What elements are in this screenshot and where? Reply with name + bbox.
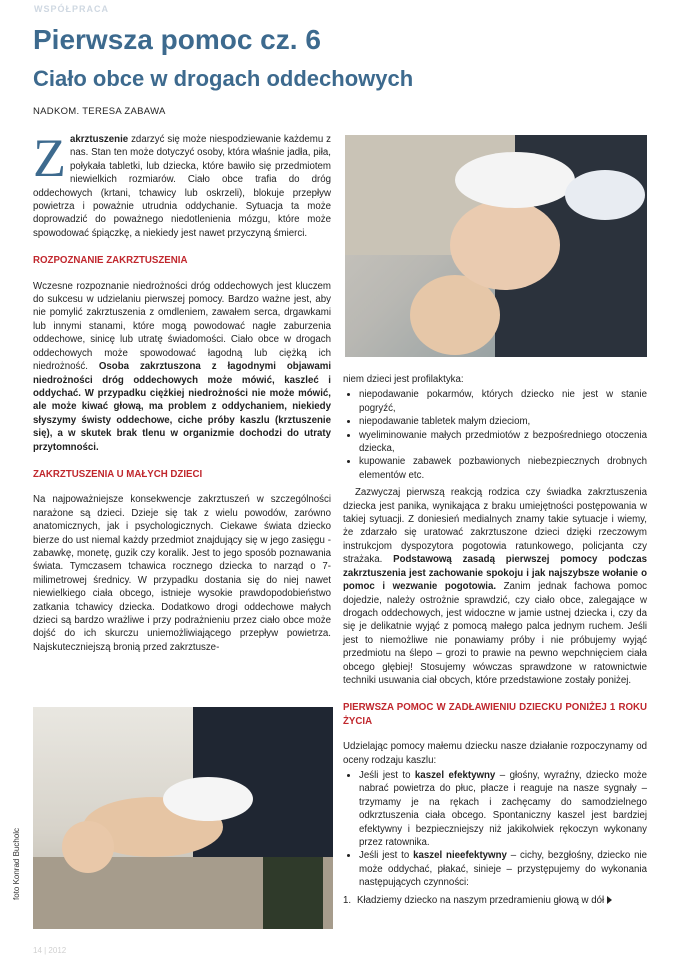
prevention-list [343,388,647,482]
section-heading-recognition: ROZPOZNANIE ZAKRZTUSZENIA [33,255,188,267]
left-column [33,128,332,662]
list-item: • niepodawanie pokarmów, których dziecko nie jest w stanie pogryźć, [359,388,647,415]
drop-cap: Z [33,128,66,188]
intro-lead: akrztuszenie [70,134,129,145]
list-item: • wyeliminowanie małych przedmiotów z bezpośredniego otoczenia dziecka, [359,429,647,456]
steps-list [343,894,647,907]
photo-infant-cpr-manikin [345,135,647,357]
list-item: 1. Kładziemy dziecko na naszym przedramieniu głową w dół [343,894,647,907]
page-footer: 14 | 2012 [33,946,67,955]
article-title: Pierwsza pomoc cz. 6 [33,24,321,55]
infant-intro: Udzielając pomocy małemu dziecku nasze działanie rozpoczynamy od oceny rodzaju kaszlu: [343,741,647,766]
intro-text: zdarzyć się może niespodziewanie każdemu z nas. Stan ten może dotyczyć osoby, która właśnie jadła, piła, połykała tabletki, lub dziecka, które bawiło się przedmiotem niewielkich rozmiarów. Ciało obce trafia do dróg oddechowych (krtani, tchawicy lub oskrzeli), blokuje przepływ powietrza i poważnie utrudnia oddychanie. Sytuacja ta może doprowadzić do poważnego niedotlenienia mózgu, które może spowodować śpiączkę, a niekiedy jest nawet przyczyną śmierci. [33,134,331,239]
continue-arrow-icon [607,896,612,904]
first-aid-rule: Podstawową zasadą pierwszej pomocy podczas zakrztuszenia jest zachowanie spokoju i jak najszybsze wołanie o pomoc i wezwanie pogotowia. [343,554,647,593]
photo-credit: foto Konrad Bucholc [12,827,21,900]
children-paragraph: Na najpoważniejsze konsekwencje zakrztuszeń w szczególności narażone są dzieci. Dzieje się tak z wielu powodów, zarówno anatomicznych, jak i psychologicznych. Ciekawe świata dziecko bierze do ust niemal każdy przedmiot znajdujący się w jego zasięgu - zabawkę, monetę, guzik czy koralik. Jest to jego sposób poznawania świata. Tymczasem tchawica rocznego dziecka to narząd o 7-milimetrowej średnicy. W przypadku dostania się do niej nawet niewielkiego ciała obcego, istnieje wysokie prawdopodobieństwo zatkania tchawicy dziecka. Dodatkowo drogi oddechowe małych dzieci są bardzo wrażliwe i przy podrażnieniu przez ciało obce może dojść do ich skurczu uniemożliwiającego przepływ powietrza. Najskuteczniejszą bronią przed zakrztusze- [33,494,331,653]
cough-list [343,769,647,890]
list-item: • Jeśli jest to kaszel efektywny – głośny, wyraźny, dziecko może nabrać powietrza do płuc, płacze i reaguje na nasze sygnały – trzymamy je na rękach i zachęcamy do samodzielnego odkrztuszenia ciała obcego. Spontaniczny kaszel jest bardziej efektywny i bezpieczniejszy niż jakikolwiek rękoczyn wykonany przez ratownika. [359,769,647,849]
author-byline: NADKOM. TERESA ZABAWA [33,106,166,117]
article-subtitle: Ciało obce w drogach oddechowych [33,66,414,91]
section-tag: WSPÓŁPRACA [34,4,109,14]
list-item: • kupowanie zabawek pozbawionych niebezpiecznych drobnych elementów etc. [359,455,647,482]
intro-paragraph [33,128,331,240]
photo-police-officer-infant [33,707,333,929]
list-item: • niepodawanie tabletek małym dzieciom, [359,415,647,428]
section-heading-infant: PIERWSZA POMOC W ZADŁAWIENIU DZIECKU PONIŻEJ 1 ROKU ŻYCIA [343,702,647,727]
first-aid-paragraph: Zazwyczaj pierwszą reakcją rodzica czy świadka zakrztuszenia dziecka jest panika, wynikająca z braku umiejętności postępowania w takiej sytuacji. Z doniesień medialnych znamy takie sytuacje i wiemy, że zdarzało się uratować zakrztuszone dzieci dzięki rzeczowym instrukcjom dyspozytora pogotowia ratunkowego, policjanta czy strażaka. Podstawową zasadą pierwszej pomocy podczas zakrztuszenia jest zachowanie spokoju i jak najszybsze wołanie o pomoc i wezwanie pogotowia. Zanim jednak fachowa pomoc dojedzie, należy ostrożnie sprawdzić, czy ciało obce, zalegające w drogach oddechowych, jest widoczne w jamie ustnej dziecka i, czy da się je delikatnie wyjąć z pomocą małego palca jednym ruchem. Jeśli jest to niemożliwe nie ponawiamy próby i nie próbujemy wyjąć przedmiotu na ślepo – grozi to prawie na pewno wepchnięciem ciała obcego głębiej! Stosujemy wówczas sprawdzone w ratownictwie techniki usuwania ciał obcych, które przedstawione zostały poniżej. [343,487,648,686]
right-column [343,373,647,907]
list-item: • Jeśli jest to kaszel nieefektywny – cichy, bezgłośny, dziecko nie może oddychać, płakać, sinieje – przystępujemy do wykonania następujących czynności: [359,849,647,889]
section-heading-children: ZAKRZTUSZENIA U MAŁYCH DZIECI [33,468,203,480]
recognition-paragraph: Wczesne rozpoznanie niedrożności dróg oddechowych jest kluczem do sukcesu w udzielaniu pierwszej pomocy. Bardzo ważne jest, aby nie pomylić zakrztuszenia z omdleniem, zawałem serca, drgawkami lub innymi stanami, które mogą powodować nagłe zaburzenia oddechowe, sinicę lub utratę świadomości. Ciało obce w drogach oddechowych może spowodować łagodną lub ciężką ich niedrożność. Osoba zakrztuszona z łagodnymi objawami niedrożności dróg oddechowych może mówić, kaszleć i oddychać. W przypadku ciężkiej niedrożności nie może mówić, ale może kiwać głową, ma problem z oddychaniem, niekiedy słyszymy świsty oddechowe, ciche próby kaszlu (krztuszenie się), a w skutek brak tlenu w organizmie dochodzi do utraty przytomności. [33,280,332,453]
recognition-bold: Osoba zakrztuszona z łagodnymi objawami niedrożności dróg oddechowych może mówić, kaszleć i oddychać. W przypadku ciężkiej niedrożności nie może mówić, ale może kiwać głową, ma problem z oddychaniem, niekiedy słyszymy świsty oddechowe, ciche próby kaszlu (krztuszenie się), a w skutek brak tlenu w organizmie dochodzi do utraty przytomności. [33,361,332,453]
prevention-intro: niem dzieci jest profilaktyka: [343,374,464,385]
